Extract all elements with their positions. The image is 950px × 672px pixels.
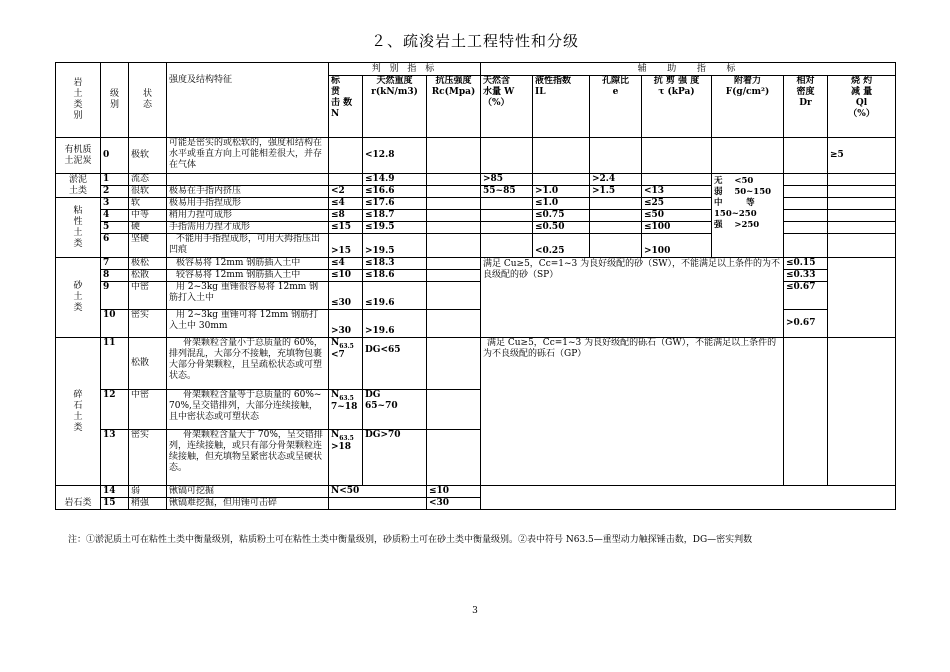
n-14: N<50 (329, 486, 427, 498)
header-dr: 相对 密度 Dr (784, 76, 828, 138)
desc-14: 锹镐可挖掘 (167, 486, 329, 498)
grade-2: 2 (101, 186, 129, 198)
n63-label: N (331, 390, 340, 400)
n-13-value: >18 (331, 441, 352, 452)
tau-1 (642, 174, 712, 186)
il-5: ≤0.50 (533, 222, 590, 234)
n-8: ≤10 (329, 270, 363, 282)
rc-3 (427, 198, 481, 210)
footnote: 注：①淤泥质土可在粘性土类中衡量级别，粘质粉土可在粘性土类中衡量级别，砂质粉土可在砂土类中衡量级别。②表中符号 N63.5—重型动力触探锤击数，DG—密实判数 (68, 535, 753, 545)
header-il: 液性指数 IL (533, 76, 590, 138)
page-title: ２、疏浚岩土工程特性和分级 (370, 32, 579, 50)
header-f: 附着力 F(g/cm²) (712, 76, 784, 138)
grade-14: 14 (101, 486, 129, 498)
n-6: >15 (329, 234, 363, 258)
rc-5 (427, 222, 481, 234)
header-e: 孔隙比 e (590, 76, 642, 138)
gravel-grading-note: 满足 Cu≥5，Cc=1~3 为良好级配的砾石（GW），不能满足以上条件的为不良级配的砾石（GP） (481, 338, 784, 486)
w-4 (481, 210, 533, 222)
dr-2 (784, 186, 828, 198)
rc-2 (427, 186, 481, 198)
w-5 (481, 222, 533, 234)
header-strength: 强度及结构特征 (167, 63, 329, 138)
il-2: >1.0 (533, 186, 590, 198)
dr-8: ≤0.33 (784, 270, 828, 282)
grade-7: 7 (101, 258, 129, 270)
r-3: ≤17.6 (363, 198, 427, 210)
rc-10 (427, 310, 481, 338)
w-6 (481, 234, 533, 258)
header-auxiliary: 辅 助 指 标 (481, 63, 896, 76)
grade-4: 4 (101, 210, 129, 222)
state-15: 稍强 (129, 498, 167, 510)
header-w: 天然含 水量 W （%） (481, 76, 533, 138)
n-7: ≤4 (329, 258, 363, 270)
grade-3: 3 (101, 198, 129, 210)
n-0 (329, 138, 363, 174)
ql-6 (828, 234, 896, 258)
il-4: ≤0.75 (533, 210, 590, 222)
r-10: >19.6 (363, 310, 427, 338)
state-7: 极松 (129, 258, 167, 270)
desc-9: 用 2~3kg 重锤很容易将 12mm 钢筋打入土中 (167, 282, 329, 310)
header-n: 标 贯 击 数 N (329, 76, 363, 138)
dr-4 (784, 210, 828, 222)
grade-6: 6 (101, 234, 129, 258)
grade-15: 15 (101, 498, 129, 510)
rc-8 (427, 270, 481, 282)
state-14: 弱 (129, 486, 167, 498)
group-sand: 砂 土 类 (56, 258, 101, 338)
tau-2: <13 (642, 186, 712, 198)
ql-1 (828, 174, 896, 186)
il-1 (533, 174, 590, 186)
ql-3 (828, 198, 896, 210)
grade-10: 10 (101, 310, 129, 338)
rc-14: ≤10 (427, 486, 481, 498)
grade-12: 12 (101, 390, 129, 430)
e-1: >2.4 (590, 174, 642, 186)
desc-13: 骨架颗粒含量大于 70%，呈交错排列，连续接触，或只有部分骨架颗粒连续接触，但充填物呈紧密状态或呈硬状态。 (167, 430, 329, 486)
state-3: 软 (129, 198, 167, 210)
n-9: ≤30 (329, 282, 363, 310)
header-ql: 烧 灼 减 量 Ql （%） (828, 76, 896, 138)
w-0 (481, 138, 533, 174)
group-gravel: 碎 石 土 类 (56, 338, 101, 486)
dr-6 (784, 234, 828, 258)
r-2: ≤16.6 (363, 186, 427, 198)
desc-0: 可能是密实的或松软的，强度和结构在水平或垂直方向上可能相差很大，并存在气体 (167, 138, 329, 174)
header-judgment: 判 别 指 标 (329, 63, 481, 76)
tau-6: >100 (642, 234, 712, 258)
grade-0: 0 (101, 138, 129, 174)
desc-12: 骨架颗粒含量等于总质量的 60%~70%,呈交错排列，大部分连续接触，且中密状态或可塑状态 (167, 390, 329, 430)
state-11: 松散 (129, 338, 167, 390)
n-13 (329, 430, 363, 486)
header-tau: 抗 剪 强 度 τ (kPa) (642, 76, 712, 138)
r-9: ≤19.6 (363, 282, 427, 310)
soil-classification-table (55, 62, 895, 510)
desc-4: 稍用力捏可成形 (167, 210, 329, 222)
e-4 (590, 210, 642, 222)
n-11-value: <7 (331, 349, 345, 360)
ql-0: ≥5 (828, 138, 896, 174)
ql-5 (828, 222, 896, 234)
page-number: 3 (472, 606, 478, 616)
w-3 (481, 198, 533, 210)
dr-5 (784, 222, 828, 234)
state-10: 密实 (129, 310, 167, 338)
desc-6: 不能用手指捏成形，可用大拇指压出凹痕 (167, 234, 329, 258)
header-grade: 级 别 (101, 63, 129, 138)
rc-15: <30 (427, 498, 481, 510)
f-0 (712, 138, 784, 174)
rc-1 (427, 174, 481, 186)
header-soil-type: 岩 土 类 别 (56, 63, 101, 138)
header-rc: 抗压强度 Rc(Mpa) (427, 76, 481, 138)
desc-5: 手指需用力捏才成形 (167, 222, 329, 234)
e-3 (590, 198, 642, 210)
rc-13 (427, 430, 481, 486)
r-8: ≤18.6 (363, 270, 427, 282)
adhesion-cell: 无 <50 弱 50~150 中 等 150~250 强 >250 (712, 174, 784, 258)
n63-label: N (331, 338, 340, 348)
n-15 (329, 498, 427, 510)
state-8: 松散 (129, 270, 167, 282)
desc-11: 骨架颗粒含量小于总质量的 60%，排列混乱，大部分不接触，充填物包裹大部分骨架颗粒，且呈疏松状态或可塑状态。 (167, 338, 329, 390)
n-10: >30 (329, 310, 363, 338)
r-1: ≤14.9 (363, 174, 427, 186)
ql-sand (828, 258, 896, 338)
w-2: 55~85 (481, 186, 533, 198)
w-1: >85 (481, 174, 533, 186)
il-3: ≤1.0 (533, 198, 590, 210)
state-6: 坚硬 (129, 234, 167, 258)
rc-0 (427, 138, 481, 174)
header-state: 状 态 (129, 63, 167, 138)
e-6 (590, 234, 642, 258)
group-clay: 粘 性 土 类 (56, 198, 101, 258)
tau-3: ≤25 (642, 198, 712, 210)
state-13: 密实 (129, 430, 167, 486)
r-6: >19.5 (363, 234, 427, 258)
group-rock: 岩石类 (56, 486, 101, 510)
n63-subscript: 63.5 (339, 434, 354, 442)
r-0: <12.8 (363, 138, 427, 174)
tau-0 (642, 138, 712, 174)
header-r: 天然重度 r(kN/m3) (363, 76, 427, 138)
dr-9: ≤0.67 (784, 282, 828, 310)
desc-1 (167, 174, 329, 186)
r-7: ≤18.3 (363, 258, 427, 270)
rc-4 (427, 210, 481, 222)
n-2: <2 (329, 186, 363, 198)
ql-gravel (828, 338, 896, 486)
r-13: DG>70 (363, 430, 427, 486)
rc-9 (427, 282, 481, 310)
grade-9: 9 (101, 282, 129, 310)
e-5 (590, 222, 642, 234)
n63-subscript: 63.5 (339, 394, 354, 402)
dr-3 (784, 198, 828, 210)
dr-10: >0.67 (784, 310, 828, 338)
desc-3: 极易用手指捏成形 (167, 198, 329, 210)
grade-5: 5 (101, 222, 129, 234)
n63-label: N (331, 430, 340, 440)
grade-11: 11 (101, 338, 129, 390)
grade-1: 1 (101, 174, 129, 186)
state-1: 流态 (129, 174, 167, 186)
state-0: 极软 (129, 138, 167, 174)
sand-grading-note: 满足 Cu≥5，Cc=1~3 为良好级配的砂（SW），不能满足以上条件的为不良级配的砂（SP） (481, 258, 784, 338)
grade-8: 8 (101, 270, 129, 282)
n-12-value: 7~18 (331, 401, 358, 412)
state-5: 硬 (129, 222, 167, 234)
dr-1 (784, 174, 828, 186)
il-6: <0.25 (533, 234, 590, 258)
desc-10: 用 2~3kg 重锤可将 12mm 钢筋打入土中 30mm (167, 310, 329, 338)
desc-2: 极易在手指内挤压 (167, 186, 329, 198)
r-4: ≤18.7 (363, 210, 427, 222)
rc-6 (427, 234, 481, 258)
n-1 (329, 174, 363, 186)
desc-8: 较容易将 12mm 钢筋插入土中 (167, 270, 329, 282)
state-4: 中等 (129, 210, 167, 222)
n63-subscript: 63.5 (339, 342, 354, 350)
rc-12 (427, 390, 481, 430)
n-5: ≤15 (329, 222, 363, 234)
rc-7 (427, 258, 481, 270)
ql-2 (828, 186, 896, 198)
state-12: 中密 (129, 390, 167, 430)
r-12: DG 65~70 (363, 390, 427, 430)
desc-7: 极容易将 12mm 钢筋插入土中 (167, 258, 329, 270)
rock-empty (481, 486, 896, 510)
grade-13: 13 (101, 430, 129, 486)
rc-11 (427, 338, 481, 390)
il-0 (533, 138, 590, 174)
state-9: 中密 (129, 282, 167, 310)
n-12 (329, 390, 363, 430)
r-5: ≤19.5 (363, 222, 427, 234)
r-11: DG<65 (363, 338, 427, 390)
e-0 (590, 138, 642, 174)
n-4: ≤8 (329, 210, 363, 222)
dr-gravel (784, 338, 828, 486)
desc-15: 锹镐难挖掘，但用锤可击碎 (167, 498, 329, 510)
tau-4: ≤50 (642, 210, 712, 222)
state-2: 很软 (129, 186, 167, 198)
n-11 (329, 338, 363, 390)
e-2: >1.5 (590, 186, 642, 198)
group-silt: 淤泥 土类 (56, 174, 101, 198)
dr-7: ≤0.15 (784, 258, 828, 270)
dr-0 (784, 138, 828, 174)
group-organic: 有机质 土泥炭 (56, 138, 101, 174)
tau-5: ≤100 (642, 222, 712, 234)
n-3: ≤4 (329, 198, 363, 210)
ql-4 (828, 210, 896, 222)
